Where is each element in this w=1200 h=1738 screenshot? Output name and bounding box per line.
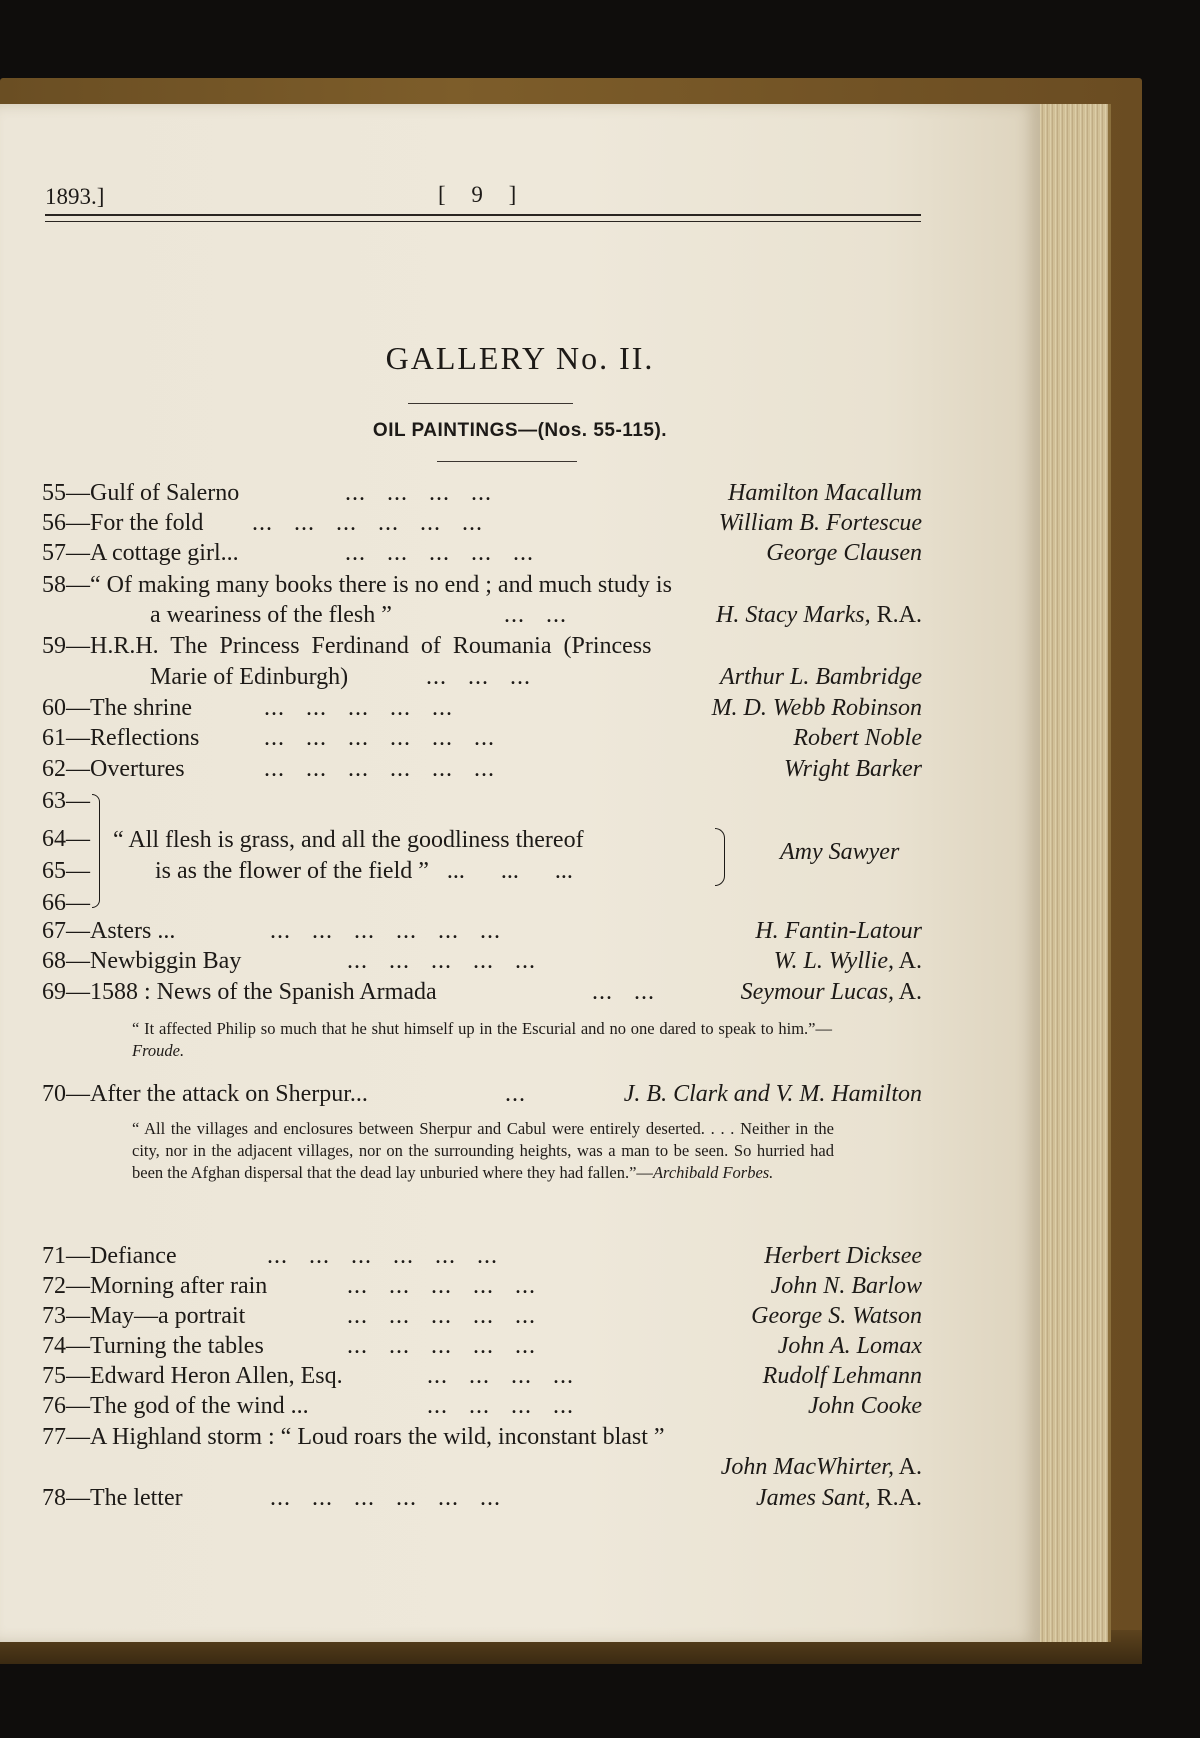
quote-source: Archibald Forbes. (652, 1163, 774, 1182)
entry-row-continuation (42, 662, 922, 692)
entry-title: 59—H.R.H. The Princess Ferdinand of Roumania (Princess (42, 633, 652, 659)
quote-text: “ All the villages and enclosures between Sherpur and Cabul were entirely deserted. . . . Neither in the city, nor in the adjacent villages, nor on the surrounding heights, was a man to be seen. So hurried had been the Afghan dispersal that the dead lay unburied where they had fallen.”— (132, 1119, 834, 1182)
leader-dots: ... ... ... ... ... ... (270, 1485, 501, 1511)
artist-suffix: A. (893, 948, 922, 974)
artist-name: Seymour Lucas, (740, 979, 894, 1005)
entry-artist (719, 508, 922, 538)
entry-row (42, 1079, 922, 1109)
left-brace (92, 794, 100, 908)
entry-title: 58—“ Of making many books there is no end ; and much study is (42, 572, 672, 598)
artist-suffix: A. (893, 1454, 922, 1480)
bracket-line-2: is as the flower of the field ” ... ... ... (155, 858, 573, 884)
entry-title: 68—Newbiggin Bay (42, 948, 242, 974)
entry-artist (756, 1483, 922, 1513)
entry-row (42, 916, 922, 946)
entry-number: 64— (42, 826, 90, 852)
entry-row (42, 1331, 922, 1361)
leader-dots: ... ... ... ... ... (347, 1273, 536, 1299)
leader-dots: ... ... ... ... ... ... (267, 1243, 498, 1269)
entry-title: 55—Gulf of Salerno (42, 480, 240, 506)
artist-name: John A. Lomax (777, 1333, 922, 1359)
entry-row (42, 478, 922, 508)
header-page-number: [ 9 ] (438, 182, 527, 207)
entry-row (42, 693, 922, 723)
entry-title: 69—1588 : News of the Spanish Armada (42, 979, 437, 1005)
artist-name: James Sant, (756, 1485, 871, 1511)
entry-artist (784, 754, 922, 784)
leader-dots: ... ... ... ... ... ... (270, 918, 501, 944)
leader-dots: ... ... ... ... (427, 1363, 574, 1389)
entry-title: 71—Defiance (42, 1243, 177, 1269)
entry-title: 78—The letter (42, 1485, 183, 1511)
artist-name: J. B. Clark and V. M. Hamilton (623, 1081, 922, 1107)
quote-block (132, 1118, 834, 1184)
entry-row (42, 1241, 922, 1271)
entry-row (42, 1271, 922, 1301)
entry-artist (763, 1361, 922, 1391)
entry-row (42, 570, 922, 600)
leader-dots: ... ... (504, 602, 567, 628)
right-brace (715, 828, 725, 886)
artist-name: Herbert Dicksee (764, 1243, 922, 1269)
artist-suffix: A. (893, 979, 922, 1005)
artist-name: George Clausen (766, 540, 922, 566)
entry-artist (728, 478, 922, 508)
artist-suffix: R.A. (870, 602, 922, 628)
entry-artist (766, 538, 922, 568)
artist-name: Rudolf Lehmann (762, 1363, 922, 1389)
entry-row (42, 1483, 922, 1513)
entry-title: Marie of Edinburgh) (150, 664, 349, 690)
entry-title: 76—The god of the wind ... (42, 1393, 309, 1419)
leader-dots: ... ... (592, 979, 655, 1005)
entry-number: 65— (42, 858, 90, 884)
entry-artist (741, 977, 922, 1007)
entry-title: 77—A Highland storm : “ Loud roars the wild, inconstant blast ” (42, 1424, 665, 1450)
entry-title: 70—After the attack on Sherpur... (42, 1081, 368, 1107)
entry-number: 63— (42, 788, 90, 814)
gallery-title: GALLERY No. II. (385, 340, 655, 376)
leader-dots: ... ... ... ... ... (345, 540, 534, 566)
entry-row (42, 1391, 922, 1421)
artist-name: John MacWhirter, (720, 1454, 894, 1480)
entry-row (42, 1301, 922, 1331)
section-title: OIL PAINTINGS—(Nos. 55-115). (372, 420, 668, 441)
leader-dots: ... ... ... ... (345, 480, 492, 506)
entry-row-continuation (42, 1452, 922, 1482)
artist-name: William B. Fortescue (718, 510, 922, 536)
entry-title: 75—Edward Heron Allen, Esq. (42, 1363, 343, 1389)
leader-dots: ... ... ... (426, 664, 531, 690)
entry-row (42, 723, 922, 753)
leader-dots: ... ... ... ... ... ... (264, 725, 495, 751)
artist-name: Arthur L. Bambridge (719, 664, 922, 690)
entry-artist (624, 1079, 922, 1109)
entry-artist (716, 600, 922, 630)
entry-artist (755, 916, 922, 946)
artist-name: Wright Barker (784, 756, 922, 782)
entry-artist (808, 1391, 922, 1421)
entry-row-continuation (42, 600, 922, 630)
entry-artist (721, 1452, 922, 1482)
entry-artist (764, 1241, 922, 1271)
artist-name: M. D. Webb Robinson (711, 695, 922, 721)
artist-name: W. L. Wyllie, (773, 948, 894, 974)
entry-artist (771, 1271, 922, 1301)
leader-dots: ... ... ... ... ... ... (264, 756, 495, 782)
quote-text: “ It affected Philip so much that he shut himself up in the Escurial and no one dared to speak to him.”— (132, 1019, 832, 1038)
entry-artist (793, 723, 922, 753)
leader-dots: ... ... ... ... (427, 1393, 574, 1419)
entry-artist (774, 946, 922, 976)
artist-name: H. Fantin-Latour (755, 918, 922, 944)
artist-suffix: R.A. (870, 1485, 922, 1511)
entry-title: 60—The shrine (42, 695, 192, 721)
leader-dots: ... ... ... ... ... (347, 948, 536, 974)
artist-name: George S. Watson (751, 1303, 922, 1329)
entry-title: 72—Morning after rain (42, 1273, 268, 1299)
entry-title: 61—Reflections (42, 725, 200, 751)
page-fore-edge (1034, 104, 1111, 1642)
entry-row (42, 1361, 922, 1391)
quote-block (132, 1018, 832, 1062)
leader-dots: ... ... ... ... ... (347, 1333, 536, 1359)
entry-title: 56—For the fold (42, 510, 204, 536)
entry-row (42, 631, 922, 661)
header-year: 1893.] (45, 184, 105, 209)
entry-artist (720, 662, 922, 692)
entry-row (42, 1422, 922, 1452)
entry-title: a weariness of the flesh ” (150, 602, 392, 628)
leader-dots: ... ... ... ... ... ... (252, 510, 483, 536)
leader-dots: ... (505, 1081, 526, 1107)
entry-title: 73—May—a portrait (42, 1303, 246, 1329)
entry-row (42, 508, 922, 538)
entry-artist (751, 1301, 922, 1331)
artist-name: Hamilton Macallum (728, 480, 922, 506)
entry-title: 74—Turning the tables (42, 1333, 264, 1359)
subtitle-rule (437, 461, 577, 462)
entry-number: 66— (42, 890, 90, 916)
leader-dots: ... ... ... ... ... (347, 1303, 536, 1329)
title-rule (408, 403, 573, 404)
entry-row (42, 538, 922, 568)
header-double-rule (45, 214, 921, 222)
entry-title: 57—A cottage girl... (42, 540, 239, 566)
entry-artist (778, 1331, 922, 1361)
leader-dots: ... ... ... ... ... (264, 695, 453, 721)
bracket-artist: Amy Sawyer (780, 839, 900, 865)
entry-title: 67—Asters ... (42, 918, 176, 944)
entry-title: 62—Overtures (42, 756, 185, 782)
artist-name: John N. Barlow (770, 1273, 922, 1299)
bracket-line-1: “ All flesh is grass, and all the goodliness thereof (113, 827, 584, 853)
entry-row (42, 946, 922, 976)
artist-name: John Cooke (808, 1393, 922, 1419)
artist-name: H. Stacy Marks, (716, 602, 871, 628)
quote-source: Froude. (132, 1041, 185, 1060)
artist-name: Robert Noble (793, 725, 922, 751)
entry-row (42, 977, 922, 1007)
entry-artist (712, 693, 922, 723)
entry-row (42, 754, 922, 784)
